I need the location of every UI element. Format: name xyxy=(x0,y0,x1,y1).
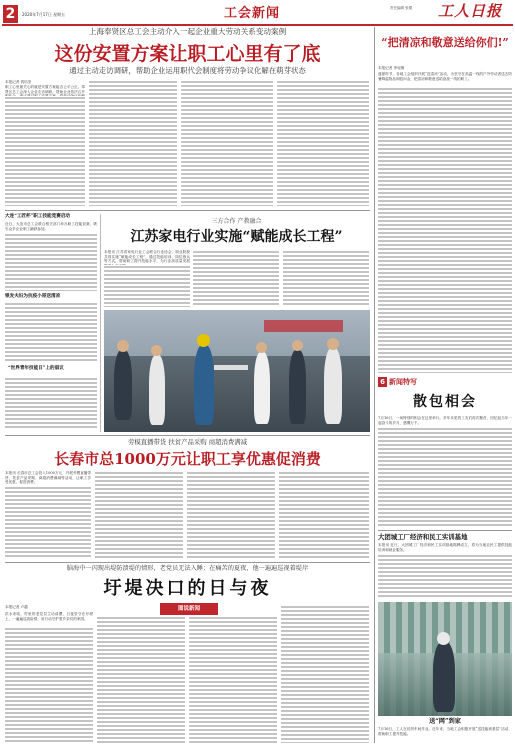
feature-lines xyxy=(378,427,512,527)
photo-caption-title: 送“网”到家 xyxy=(429,718,461,725)
middle-headline: 江苏家电行业实施“赋能成长工程” xyxy=(130,229,343,245)
feature-body-intro: 7月16日，一场特别的相会在这里举行。多年未见的工友们再次聚首，回忆起当年一起奋斗的岁月，感慨万千。 xyxy=(378,416,512,425)
dyke-lines-a xyxy=(5,627,93,743)
lead-body-col2 xyxy=(89,80,177,206)
dyke-lines-c xyxy=(189,616,277,743)
middle-body-intro: 本报讯 江苏省家电行业工会联合行业协会、职业院校共同实施“赋能成长工程”，通过技能培训、岗位练兵等方式，帮助职工提升技能水平，为行业高质量发展 xyxy=(104,250,190,264)
dyke-divider xyxy=(5,562,370,563)
consume-body-intro: 本报讯 长春市总工会投入1000万元，开展劳模直播带货、扶贫产品采购、商超消费满减等活动，让职工享受优惠，促进消费。 xyxy=(5,471,91,485)
page-number-badge: 2 xyxy=(3,5,18,23)
dyke-kicker: 脑海中一闪现出堤防溃堤的情形，老党员无法入睡；在痛苦的夏夜，他一遍遍巡视着堤岸 xyxy=(66,565,309,572)
consume-lines-b xyxy=(95,471,183,558)
column-rule-left xyxy=(100,214,101,432)
brief-lines-2 xyxy=(5,302,97,362)
consume-lines-a xyxy=(5,486,91,558)
brief-lines-3 xyxy=(5,377,97,429)
lead-subtitle: 通过主动走访调研，帮助企业运用职代会制度将劳动争议化解在萌芽状态 xyxy=(69,66,306,75)
consume-kicker: 劳模直播带货 扶贫产品采购 商超消费满减 xyxy=(127,438,248,446)
lead-kicker: 上海奉贤区总工会主动介入一起企业重大劳动关系变动案例 xyxy=(88,27,287,36)
consume-lines-c xyxy=(187,471,275,558)
right-news-headline: 大团城工厂经济和民工实训基地 xyxy=(378,533,468,541)
column-rule-right xyxy=(374,27,375,743)
right-byline: 本报记者 李宛桐 xyxy=(378,66,405,70)
middle-lines-a xyxy=(104,265,190,307)
lead-body-intro: 职工心里最关心的就是安置方案能否公平公正。奉贤区总工会深入企业走访调研，帮助企业依法召开 xyxy=(5,85,85,94)
consume-lines-d xyxy=(279,471,369,558)
right-news-divider xyxy=(378,530,512,531)
right-news-lines xyxy=(378,554,512,598)
header-rule xyxy=(2,24,513,26)
right-headline: “把清凉和敬意送给你们!” xyxy=(381,36,509,49)
masthead-logo: 工人日报 xyxy=(438,2,503,20)
lead-byline: 本报记者 钱培坚 xyxy=(5,80,32,84)
lead-body-col4 xyxy=(277,80,369,206)
dyke-byline: 本报记者 卢越 xyxy=(5,605,28,609)
news-photo-textile xyxy=(378,602,512,716)
dyke-headline: 圩堤决口的日与夜 xyxy=(103,578,272,599)
news-photo-ceremony xyxy=(104,310,370,432)
lead-headline: 这份安置方案让职工心里有了底 xyxy=(54,43,321,65)
consume-headline: 长春市总1000万元让职工享优惠促消费 xyxy=(54,450,321,468)
brief-headline-dalian: 大连“工匠杯”职工技能竞赛启动 xyxy=(5,214,71,219)
photo-caption-body: 7月16日，工人在纺织车间作业。近年来，当地工会积极开展“送技能到基层”活动，帮助职工提升技能。 xyxy=(378,727,512,736)
consume-divider xyxy=(5,435,370,436)
right-lines-1 xyxy=(378,87,512,373)
feature-section-name: 新闻特写 xyxy=(389,378,417,386)
brief-body-dalian: 近日，大连市总工会联合相关部门举办职工技能竞赛，吸引众多企业职工踊跃参加。 xyxy=(5,222,97,231)
dyke-lines-d xyxy=(281,605,369,743)
lead-divider xyxy=(5,210,370,211)
feature-headline: 散包相会 xyxy=(413,394,477,410)
issue-date: 2020年7月17日 星期五 xyxy=(22,12,66,17)
brief-headline-couple: 银发夫妇为抗疫小哥送清凉 xyxy=(5,294,61,299)
right-body-intro: 盛夏时节，各地工会组织开展“送清凉”活动，为坚守在高温一线的户外劳动者送去防暑降温物品和慰问金，把清凉和敬意送给奋战一线的职工。 xyxy=(378,72,512,81)
brief-headline-youth: “世界青年技能日”上的倡议 xyxy=(8,366,64,371)
middle-kicker: 三方合作 产教融合 xyxy=(211,218,262,225)
lead-body-col3 xyxy=(181,80,273,206)
editor-credit: 责任编辑 张璟 xyxy=(390,6,413,10)
dyke-body-intro: 洪水来临，村里的老党员主动请缨，日夜坚守在圩堤上，一遍遍巡查险情，用行动守护着乡亲们的家园。 xyxy=(5,612,93,621)
right-news-body: 本报讯 近日，大团城工厂经济和民工实训基地揭牌成立，将为当地农民工提供技能培训和就业服务。 xyxy=(378,543,512,552)
dyke-lines-b xyxy=(97,616,185,743)
section-title: 工会新闻 xyxy=(223,6,280,21)
lead-body-col1 xyxy=(5,96,85,206)
dyke-section-tag: 图说新闻 xyxy=(160,603,218,615)
brief-lines-1 xyxy=(5,233,97,291)
feature-section-badge: 6 xyxy=(378,377,387,387)
middle-lines-c xyxy=(283,250,369,307)
middle-lines-b xyxy=(193,250,279,307)
